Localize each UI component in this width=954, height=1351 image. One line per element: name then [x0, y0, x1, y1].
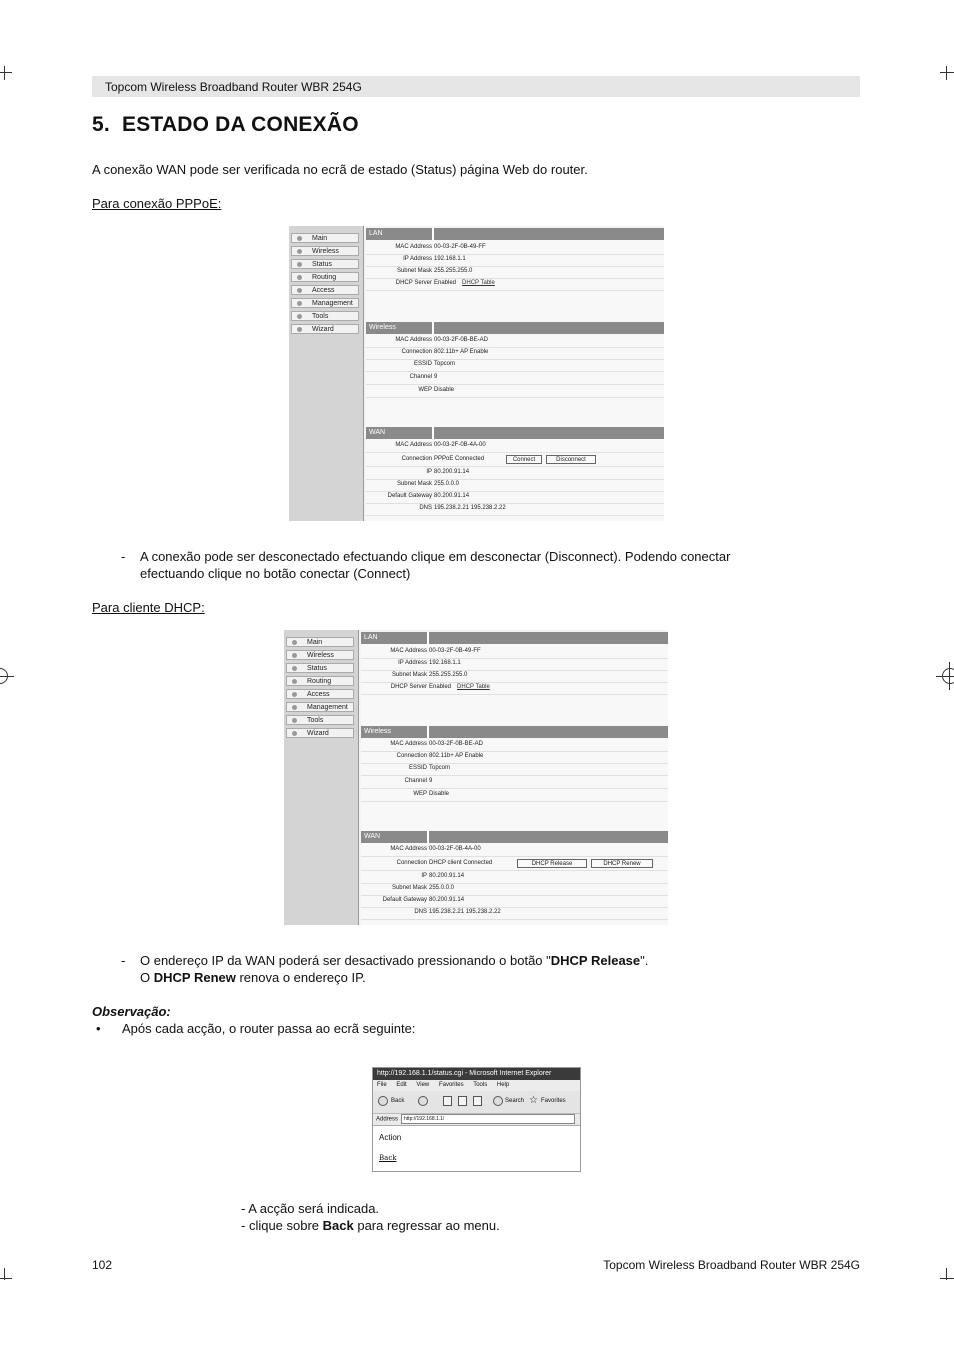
router-menu-status: Status	[286, 663, 354, 673]
wireless-wep-row: WEP Disable	[361, 789, 668, 802]
favorites-star-icon[interactable]: ☆	[529, 1095, 538, 1106]
note-title: Observação:	[92, 1004, 171, 1019]
wireless-channel-row: Channel 9	[366, 372, 664, 385]
address-label: Address	[376, 1116, 399, 1123]
section-heading: ESTADO DA CONEXÃO	[122, 113, 359, 136]
wan-dns-row: DNS 195.238.2.21 195.238.2.22	[361, 907, 668, 920]
wan-section-header: WAN	[361, 831, 668, 843]
lan-mask-row: Subnet Mask 255.255.255.0	[361, 670, 668, 683]
browser-titlebar: http://192.168.1.1/status.cgi - Microsoft Internet Explorer	[373, 1068, 580, 1080]
note-text: Após cada acção, o router passa ao ecrã seguinte:	[122, 1021, 416, 1036]
wireless-essid-row: ESSID Topcom	[361, 763, 668, 776]
lan-mac-row: MAC Address 00-03-2F-0B-49-FF	[366, 242, 664, 255]
router-sidebar	[284, 630, 359, 925]
browser-address-bar	[373, 1114, 580, 1126]
crop-mark-mid-right	[940, 666, 954, 686]
dhcp-table-link[interactable]: DHCP Table	[457, 684, 490, 690]
router-menu-main: Main	[291, 233, 359, 243]
router-menu-main: Main	[286, 637, 354, 647]
pppoe-bullet-dash: -	[121, 549, 126, 564]
router-menu-wireless: Wireless	[286, 650, 354, 660]
wireless-wep-row: WEP Disable	[366, 385, 664, 398]
address-input[interactable]: http://192.168.1.1/	[401, 1114, 575, 1124]
pppoe-bullet-text: A conexão pode ser desconectado efectuando clique em desconectar (Disconnect). Podendo conectar efectuando clique no botão conectar (Connect)	[140, 549, 731, 581]
wireless-essid-row: ESSID Topcom	[366, 359, 664, 372]
wireless-channel-row: Channel 9	[361, 776, 668, 789]
lan-dhcp-row: DHCP Server Enabled DHCP Table	[366, 278, 664, 291]
router-menu-management: Management	[286, 702, 354, 712]
dhcp-renew-button[interactable]: DHCP Renew	[591, 859, 653, 868]
page-number: 102	[92, 1258, 113, 1272]
browser-menu-help[interactable]: Help	[496, 1082, 510, 1088]
router-status-content	[366, 228, 664, 521]
router-menu-status: Status	[291, 259, 359, 269]
crop-mark-bottom-left	[0, 1264, 14, 1284]
disconnect-button[interactable]: Disconnect	[546, 455, 596, 464]
router-status-content	[361, 632, 668, 925]
router-menu-management: Management	[291, 298, 359, 308]
browser-favorites-label[interactable]: Favorites	[541, 1098, 566, 1104]
lan-ip-row: IP Address 192.168.1.1	[361, 658, 668, 671]
browser-back-label[interactable]: Back	[391, 1098, 405, 1104]
browser-menu-file[interactable]: File	[377, 1082, 387, 1088]
browser-menubar	[373, 1080, 580, 1091]
lan-section-header: LAN	[361, 632, 668, 644]
wireless-connection-row: Connection 802.11b+ AP Enable	[361, 751, 668, 764]
router-menu-access: Access	[291, 285, 359, 295]
crop-mark-mid-left	[0, 666, 12, 686]
router-menu-wireless: Wireless	[291, 246, 359, 256]
browser-menu-favorites[interactable]: Favorites	[438, 1082, 464, 1088]
wan-section-header: WAN	[366, 427, 664, 439]
browser-content	[373, 1126, 580, 1171]
refresh-icon[interactable]	[458, 1096, 467, 1106]
wireless-section-header: Wireless	[366, 322, 664, 334]
wireless-mac-row: MAC Address 00-03-2F-0B-BE-AD	[361, 739, 668, 752]
browser-search-label[interactable]: Search	[505, 1098, 525, 1104]
router-menu-routing: Routing	[291, 272, 359, 282]
router-menu-routing: Routing	[286, 676, 354, 686]
wan-gateway-row: Default Gateway 80.200.91.14	[366, 491, 664, 504]
browser-toolbar	[373, 1091, 580, 1114]
router-sidebar	[289, 226, 364, 521]
router-menu-access: Access	[286, 689, 354, 699]
search-icon[interactable]	[493, 1096, 503, 1106]
section-title	[92, 113, 359, 137]
lan-dhcp-row: DHCP Server Enabled DHCP Table	[361, 682, 668, 695]
wan-mask-row: Subnet Mask 255.0.0.0	[361, 883, 668, 896]
wan-connection-row: Connection DHCP client Connected DHCP Release DHCP Renew	[361, 858, 668, 871]
lan-mask-row: Subnet Mask 255.255.255.0	[366, 266, 664, 279]
dhcp-release-button[interactable]: DHCP Release	[517, 859, 587, 868]
note-line-1: - A acção será indicada.	[241, 1201, 380, 1216]
browser-menu-edit[interactable]: Edit	[396, 1082, 407, 1088]
wireless-section-header: Wireless	[361, 726, 668, 738]
dhcp-bullet-dash: -	[121, 953, 126, 968]
wan-gateway-row: Default Gateway 80.200.91.14	[361, 895, 668, 908]
lan-section-header: LAN	[366, 228, 664, 240]
lan-mac-row: MAC Address 00-03-2F-0B-49-FF	[361, 646, 668, 659]
connect-button[interactable]: Connect	[506, 455, 542, 464]
wan-mac-row: MAC Address 00-03-2F-0B-4A-00	[366, 440, 664, 453]
stop-icon[interactable]	[443, 1096, 452, 1106]
wan-dns-row: DNS 195.238.2.21 195.238.2.22	[366, 503, 664, 516]
router-status-screenshot-dhcp	[284, 630, 668, 925]
wan-ip-row: IP 80.200.91.14	[361, 871, 668, 884]
back-arrow-icon[interactable]	[378, 1096, 388, 1106]
wan-mask-row: Subnet Mask 255.0.0.0	[366, 479, 664, 492]
wan-mac-row: MAC Address 00-03-2F-0B-4A-00	[361, 844, 668, 857]
router-menu-wizard: Wizard	[286, 728, 354, 738]
wireless-connection-row: Connection 802.11b+ AP Enable	[366, 347, 664, 360]
note-line-2: - clique sobre Back para regressar ao menu.	[241, 1218, 500, 1233]
home-icon[interactable]	[473, 1096, 482, 1106]
router-status-screenshot-pppoe	[289, 226, 664, 521]
note-bullet: •	[96, 1021, 101, 1036]
pppoe-heading: Para conexão PPPoE:	[92, 196, 222, 211]
crop-mark-bottom-right	[940, 1264, 954, 1284]
router-menu-tools: Tools	[286, 715, 354, 725]
footer-title: Topcom Wireless Broadband Router WBR 254G	[603, 1258, 860, 1272]
crop-mark-top-left	[0, 62, 14, 82]
dhcp-table-link[interactable]: DHCP Table	[462, 280, 495, 286]
router-menu-wizard: Wizard	[291, 324, 359, 334]
page-header-title: Topcom Wireless Broadband Router WBR 254G	[105, 80, 362, 94]
lan-ip-row: IP Address 192.168.1.1	[366, 254, 664, 267]
back-link[interactable]: Back	[379, 1154, 397, 1162]
dhcp-bullet-text: O endereço IP da WAN poderá ser desactivado pressionando o botão "DHCP Release". O DHCP Renew renova o endereço IP.	[140, 953, 649, 985]
section-number: 5.	[92, 113, 110, 136]
wan-connection-row: Connection PPPoE Connected Connect Disconnect	[366, 454, 664, 467]
browser-action-screenshot	[372, 1067, 581, 1172]
wireless-mac-row: MAC Address 00-03-2F-0B-BE-AD	[366, 335, 664, 348]
router-menu-tools: Tools	[291, 311, 359, 321]
wan-ip-row: IP 80.200.91.14	[366, 467, 664, 480]
crop-mark-top-right	[940, 62, 954, 82]
browser-menu-view[interactable]: View	[416, 1082, 430, 1088]
browser-menu-tools[interactable]: Tools	[473, 1082, 488, 1088]
intro-paragraph: A conexão WAN pode ser verificada no ecrã de estado (Status) página Web do router.	[92, 162, 588, 177]
dhcp-heading: Para cliente DHCP:	[92, 600, 205, 615]
action-text: Action	[379, 1133, 402, 1142]
forward-arrow-icon[interactable]	[418, 1096, 428, 1106]
